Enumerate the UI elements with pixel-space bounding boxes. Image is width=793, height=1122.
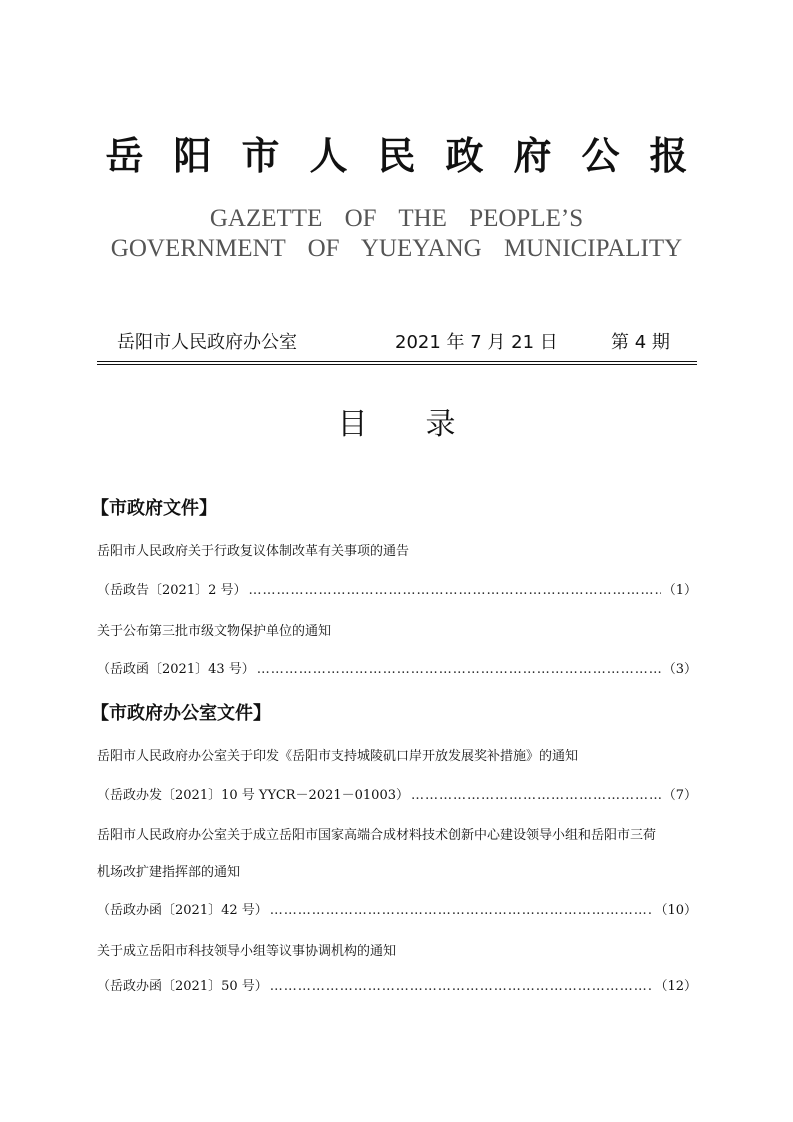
toc-entry-title-line2[interactable]: 机场改扩建指挥部的通知: [97, 865, 241, 880]
toc-entry-page: （1）: [662, 583, 697, 598]
toc-leader-dots: [270, 900, 653, 922]
toc-entry-page: （3）: [662, 662, 697, 677]
toc-entry-title[interactable]: 关于成立岳阳市科技领导小组等议事协调机构的通知: [97, 944, 397, 959]
gazette-title-en-line1: GAZETTE OF THE PEOPLE’S: [209, 205, 584, 232]
toc-entry-title[interactable]: 关于公布第三批市级文物保护单位的通知: [97, 624, 332, 639]
section-heading-city-gov: 【市政府文件】: [91, 498, 217, 519]
section-heading-city-gov-office: 【市政府办公室文件】: [91, 703, 271, 724]
issue-date: 2021 年 7 月 21 日: [395, 332, 558, 353]
toc-entry-doc-number: （岳政办发〔2021〕10 号 YYCR－2021－01003）: [97, 788, 410, 803]
toc-entry-line[interactable]: [97, 976, 697, 998]
gazette-title-en-line2: GOVERNMENT OF YUEYANG MUNICIPALITY: [110, 235, 683, 262]
toc-leader-dots: [270, 976, 653, 998]
toc-entry-line[interactable]: [97, 580, 697, 602]
toc-entry-doc-number: （岳政办函〔2021〕50 号）: [97, 979, 268, 994]
toc-entry-doc-number: （岳政办函〔2021〕42 号）: [97, 903, 268, 918]
toc-entry-line[interactable]: [97, 659, 697, 681]
toc-leader-dots: [249, 580, 661, 602]
toc-entry-line[interactable]: [97, 900, 697, 922]
toc-entry-title[interactable]: 岳阳市人民政府办公室关于印发《岳阳市支持城陵矶口岸开放发展奖补措施》的通知: [97, 749, 579, 764]
toc-entry-page: （7）: [662, 788, 697, 803]
issue-number: 第 4 期: [611, 332, 670, 353]
header-rule-bottom: [97, 364, 697, 365]
toc-entry-doc-number: （岳政函〔2021〕43 号）: [97, 662, 255, 677]
toc-entry-title[interactable]: 岳阳市人民政府关于行政复议体制改革有关事项的通告: [97, 544, 410, 559]
toc-entry-doc-number: （岳政告〔2021〕2 号）: [97, 583, 247, 598]
toc-entry-line[interactable]: [97, 785, 697, 807]
header-rule-top: [97, 361, 697, 362]
toc-title: 目录: [337, 407, 514, 442]
toc-entry-page: （10）: [654, 903, 697, 918]
toc-leader-dots: [411, 785, 661, 807]
toc-entry-page: （12）: [654, 979, 697, 994]
publisher: 岳阳市人民政府办公室: [117, 332, 297, 353]
gazette-title: 岳阳市人民政府公报: [105, 133, 718, 178]
toc-entry-title[interactable]: 岳阳市人民政府办公室关于成立岳阳市国家高端合成材料技术创新中心建设领导小组和岳阳市三荷: [97, 828, 657, 843]
toc-leader-dots: [257, 659, 661, 681]
